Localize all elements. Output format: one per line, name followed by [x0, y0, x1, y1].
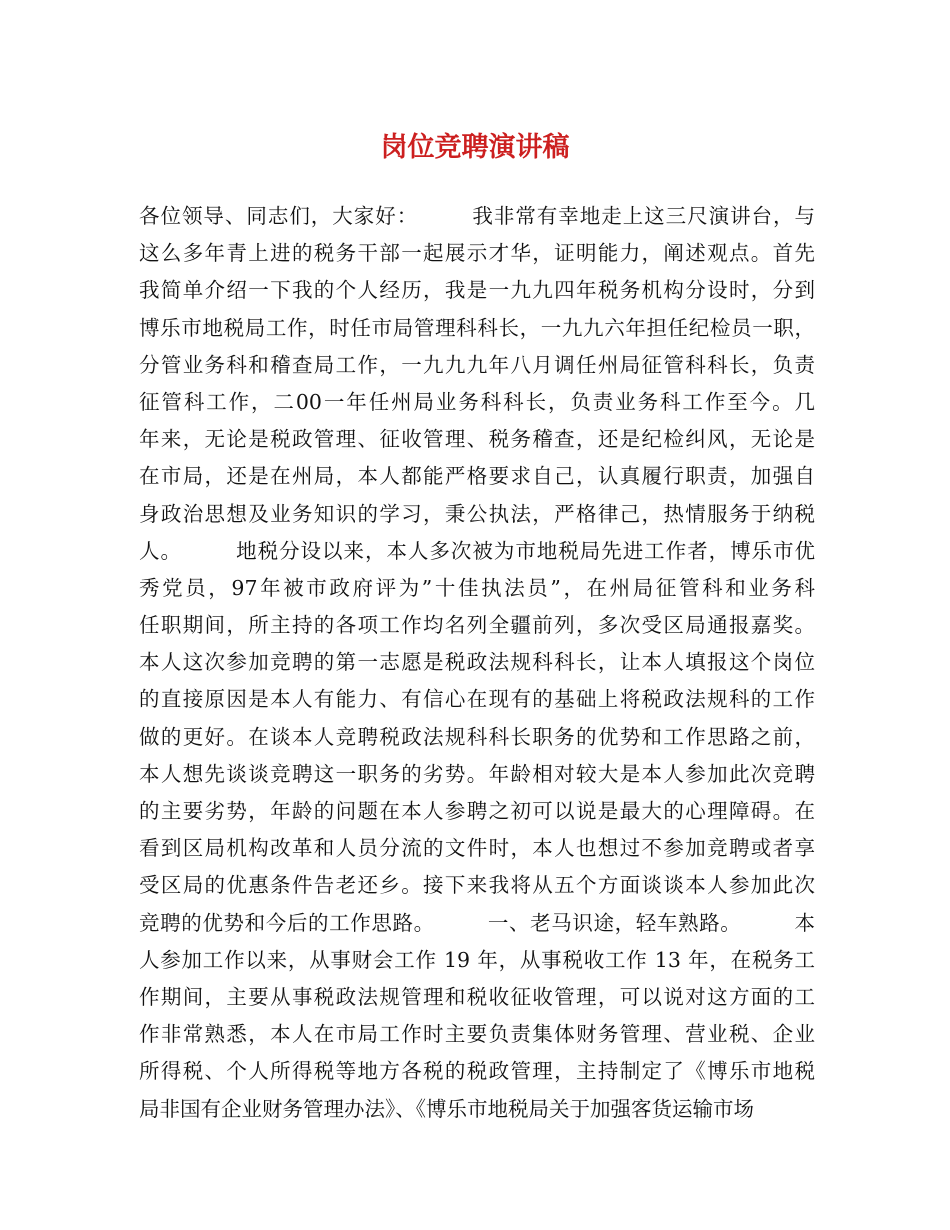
body-line: 分管业务科和稽查局工作，一九九九年八月调任州局征管科科长，负责 — [139, 352, 815, 377]
body-line: 博乐市地税局工作，时任市局管理科科长，一九九六年担任纪检员一职， — [139, 315, 815, 340]
body-line: 在市局，还是在州局，本人都能严格要求自己，认真履行职责，加强自 — [139, 464, 815, 489]
body-line: 的直接原因是本人有能力、有信心在现有的基础上将税政法规科的工作 — [139, 687, 815, 712]
body-line: 看到区局机构改革和人员分流的文件时，本人也想过不参加竞聘或者享 — [139, 836, 815, 861]
body-line: 人参加工作以来，从事财会工作 19 年，从事税收工作 13 年，在税务工 — [139, 947, 815, 972]
body-line: 人。 地税分设以来，本人多次被为市地税局先进工作者，博乐市优 — [139, 538, 815, 563]
body-line: 局非国有企业财务管理办法》、《博乐市地税局关于加强客货运输市场 — [139, 1096, 754, 1121]
body-line: 竞聘的优势和今后的工作思路。 一、老马识途，轻车熟路。 本 — [139, 910, 815, 935]
body-line: 本人想先谈谈竞聘这一职务的劣势。年龄相对较大是本人参加此次竞聘 — [139, 761, 815, 786]
body-line: 本人这次参加竞聘的第一志愿是税政法规科科长，让本人填报这个岗位 — [139, 650, 815, 675]
body-line: 年来，无论是税政管理、征收管理、税务稽查，还是纪检纠风，无论是 — [139, 427, 815, 452]
body-line: 征管科工作，二00一年任州局业务科科长，负责业务科工作至今。几 — [139, 389, 815, 414]
body-line: 受区局的优惠条件告老还乡。接下来我将从五个方面谈谈本人参加此次 — [139, 873, 815, 898]
body-line: 各位领导、同志们，大家好： 我非常有幸地走上这三尺演讲台，与 — [139, 204, 815, 228]
body-line: 的主要劣势，年龄的问题在本人参聘之初可以说是最大的心理障碍。在 — [139, 799, 815, 823]
body-line: 作非常熟悉，本人在市局工作时主要负责集体财务管理、营业税、企业 — [139, 1022, 815, 1047]
body-line: 作期间，主要从事税政法规管理和税收征收管理，可以说对这方面的工 — [139, 984, 815, 1009]
body-line: 身政治思想及业务知识的学习，秉公执法，严格律己，热情服务于纳税 — [139, 501, 815, 526]
body-line: 我简单介绍一下我的个人经历，我是一九九四年税务机构分设时，分到 — [139, 278, 815, 303]
body-line: 这么多年青上进的税务干部一起展示才华，证明能力，阐述观点。首先 — [139, 241, 815, 266]
body-line: 任职期间，所主持的各项工作均名列全疆前列，多次受区局通报嘉奖。 — [139, 613, 815, 638]
document-title: 岗位竞聘演讲稿 — [380, 132, 570, 163]
document-body — [139, 198, 815, 1128]
body-line: 秀党员，97年被市政府评为”十佳执法员”，在州局征管科和业务科 — [139, 575, 815, 600]
body-line: 做的更好。在谈本人竞聘税政法规科科长职务的优势和工作思路之前， — [139, 724, 815, 749]
body-line: 所得税、个人所得税等地方各税的税政管理，主持制定了《博乐市地税 — [139, 1059, 815, 1084]
